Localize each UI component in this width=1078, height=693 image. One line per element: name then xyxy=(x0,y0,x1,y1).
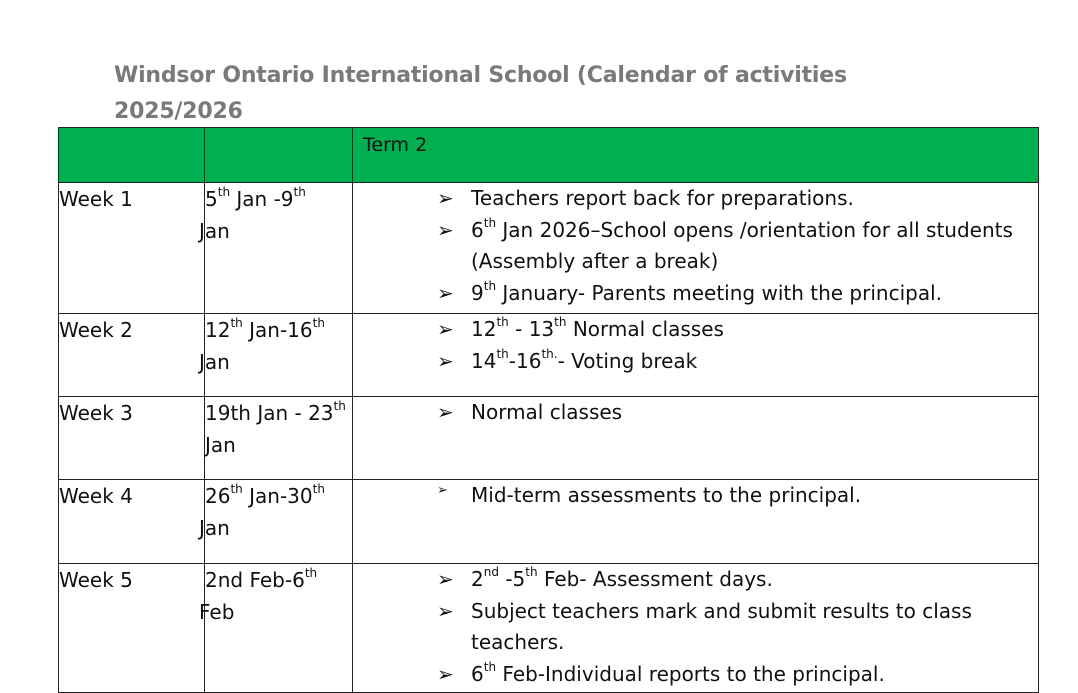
activity-item: ➢ 2nd -5th Feb- Assessment days. xyxy=(437,564,1038,596)
activity-item: ➢ Mid-term assessments to the principal. xyxy=(437,480,1038,512)
activity-item: ➢ Normal classes xyxy=(437,397,1038,429)
week-label: Week 5 xyxy=(59,564,205,693)
date-range: 26th Jan-30th Jan xyxy=(205,480,353,564)
arrow-bullet-icon: ➢ xyxy=(437,483,448,498)
header-cell-week xyxy=(59,128,205,183)
week-label: Week 3 xyxy=(59,397,205,480)
arrow-bullet-icon: ➢ xyxy=(437,598,454,623)
activity-item: ➢ 9th January- Parents meeting with the principal. xyxy=(437,278,1038,310)
activities-cell xyxy=(353,564,1039,693)
date-range: 2nd Feb-6th Feb xyxy=(205,564,353,693)
date-ordinal: th xyxy=(293,185,306,200)
date-part: Jan -9 xyxy=(230,187,294,211)
activity-item: ➢ 6th Feb-Individual reports to the principal. xyxy=(437,659,1038,691)
arrow-bullet-icon: ➢ xyxy=(437,661,454,686)
date-ordinal: th xyxy=(217,185,231,200)
activities-cell xyxy=(353,314,1039,397)
arrow-bullet-icon: ➢ xyxy=(437,348,454,373)
activity-item: ➢ 6th Jan 2026–School opens /orientation for all students (Assembly after a break) xyxy=(437,215,1013,273)
term-label: Term 2 xyxy=(353,128,1039,183)
document-title-line-1: Windsor Ontario International School (Calendar of activities xyxy=(114,63,847,88)
table-row xyxy=(59,480,1039,564)
date-range: 12th Jan-16th Jan xyxy=(205,314,353,397)
activity-item: ➢ Subject teachers mark and submit results to class teachers. xyxy=(437,596,1038,659)
activity-item: ➢ 12th - 13th Normal classes xyxy=(437,314,1038,346)
table-row xyxy=(59,564,1039,693)
activity-item: ➢ Teachers report back for preparations. xyxy=(437,183,1038,215)
table-row xyxy=(59,397,1039,480)
document-title-line-2: 2025/2026 xyxy=(114,99,243,124)
week-label: Week 4 xyxy=(59,480,205,564)
activities-cell xyxy=(353,480,1039,564)
week-label: Week 2 xyxy=(59,314,205,397)
table-header-row xyxy=(59,128,1039,183)
activities-cell xyxy=(353,397,1039,480)
table-row xyxy=(59,314,1039,397)
arrow-bullet-icon: ➢ xyxy=(437,567,454,591)
activities-cell xyxy=(353,183,1039,314)
arrow-bullet-icon: ➢ xyxy=(437,217,454,242)
arrow-bullet-icon: ➢ xyxy=(437,280,454,305)
week-label: Week 1 xyxy=(59,183,205,314)
date-part: 5 xyxy=(205,187,218,211)
calendar-table xyxy=(58,127,1039,693)
arrow-bullet-icon: ➢ xyxy=(437,317,454,341)
date-range: 19th Jan - 23th Jan xyxy=(205,397,353,480)
activity-item: ➢ $14th-16^{th.}-$ Voting break xyxy=(437,346,1038,378)
table-row xyxy=(59,183,1039,314)
date-part: Jan xyxy=(199,219,230,243)
document-title xyxy=(114,58,914,130)
date-range xyxy=(199,183,353,314)
arrow-bullet-icon: ➢ xyxy=(437,186,454,210)
header-cell-date xyxy=(205,128,353,183)
arrow-bullet-icon: ➢ xyxy=(437,400,454,424)
